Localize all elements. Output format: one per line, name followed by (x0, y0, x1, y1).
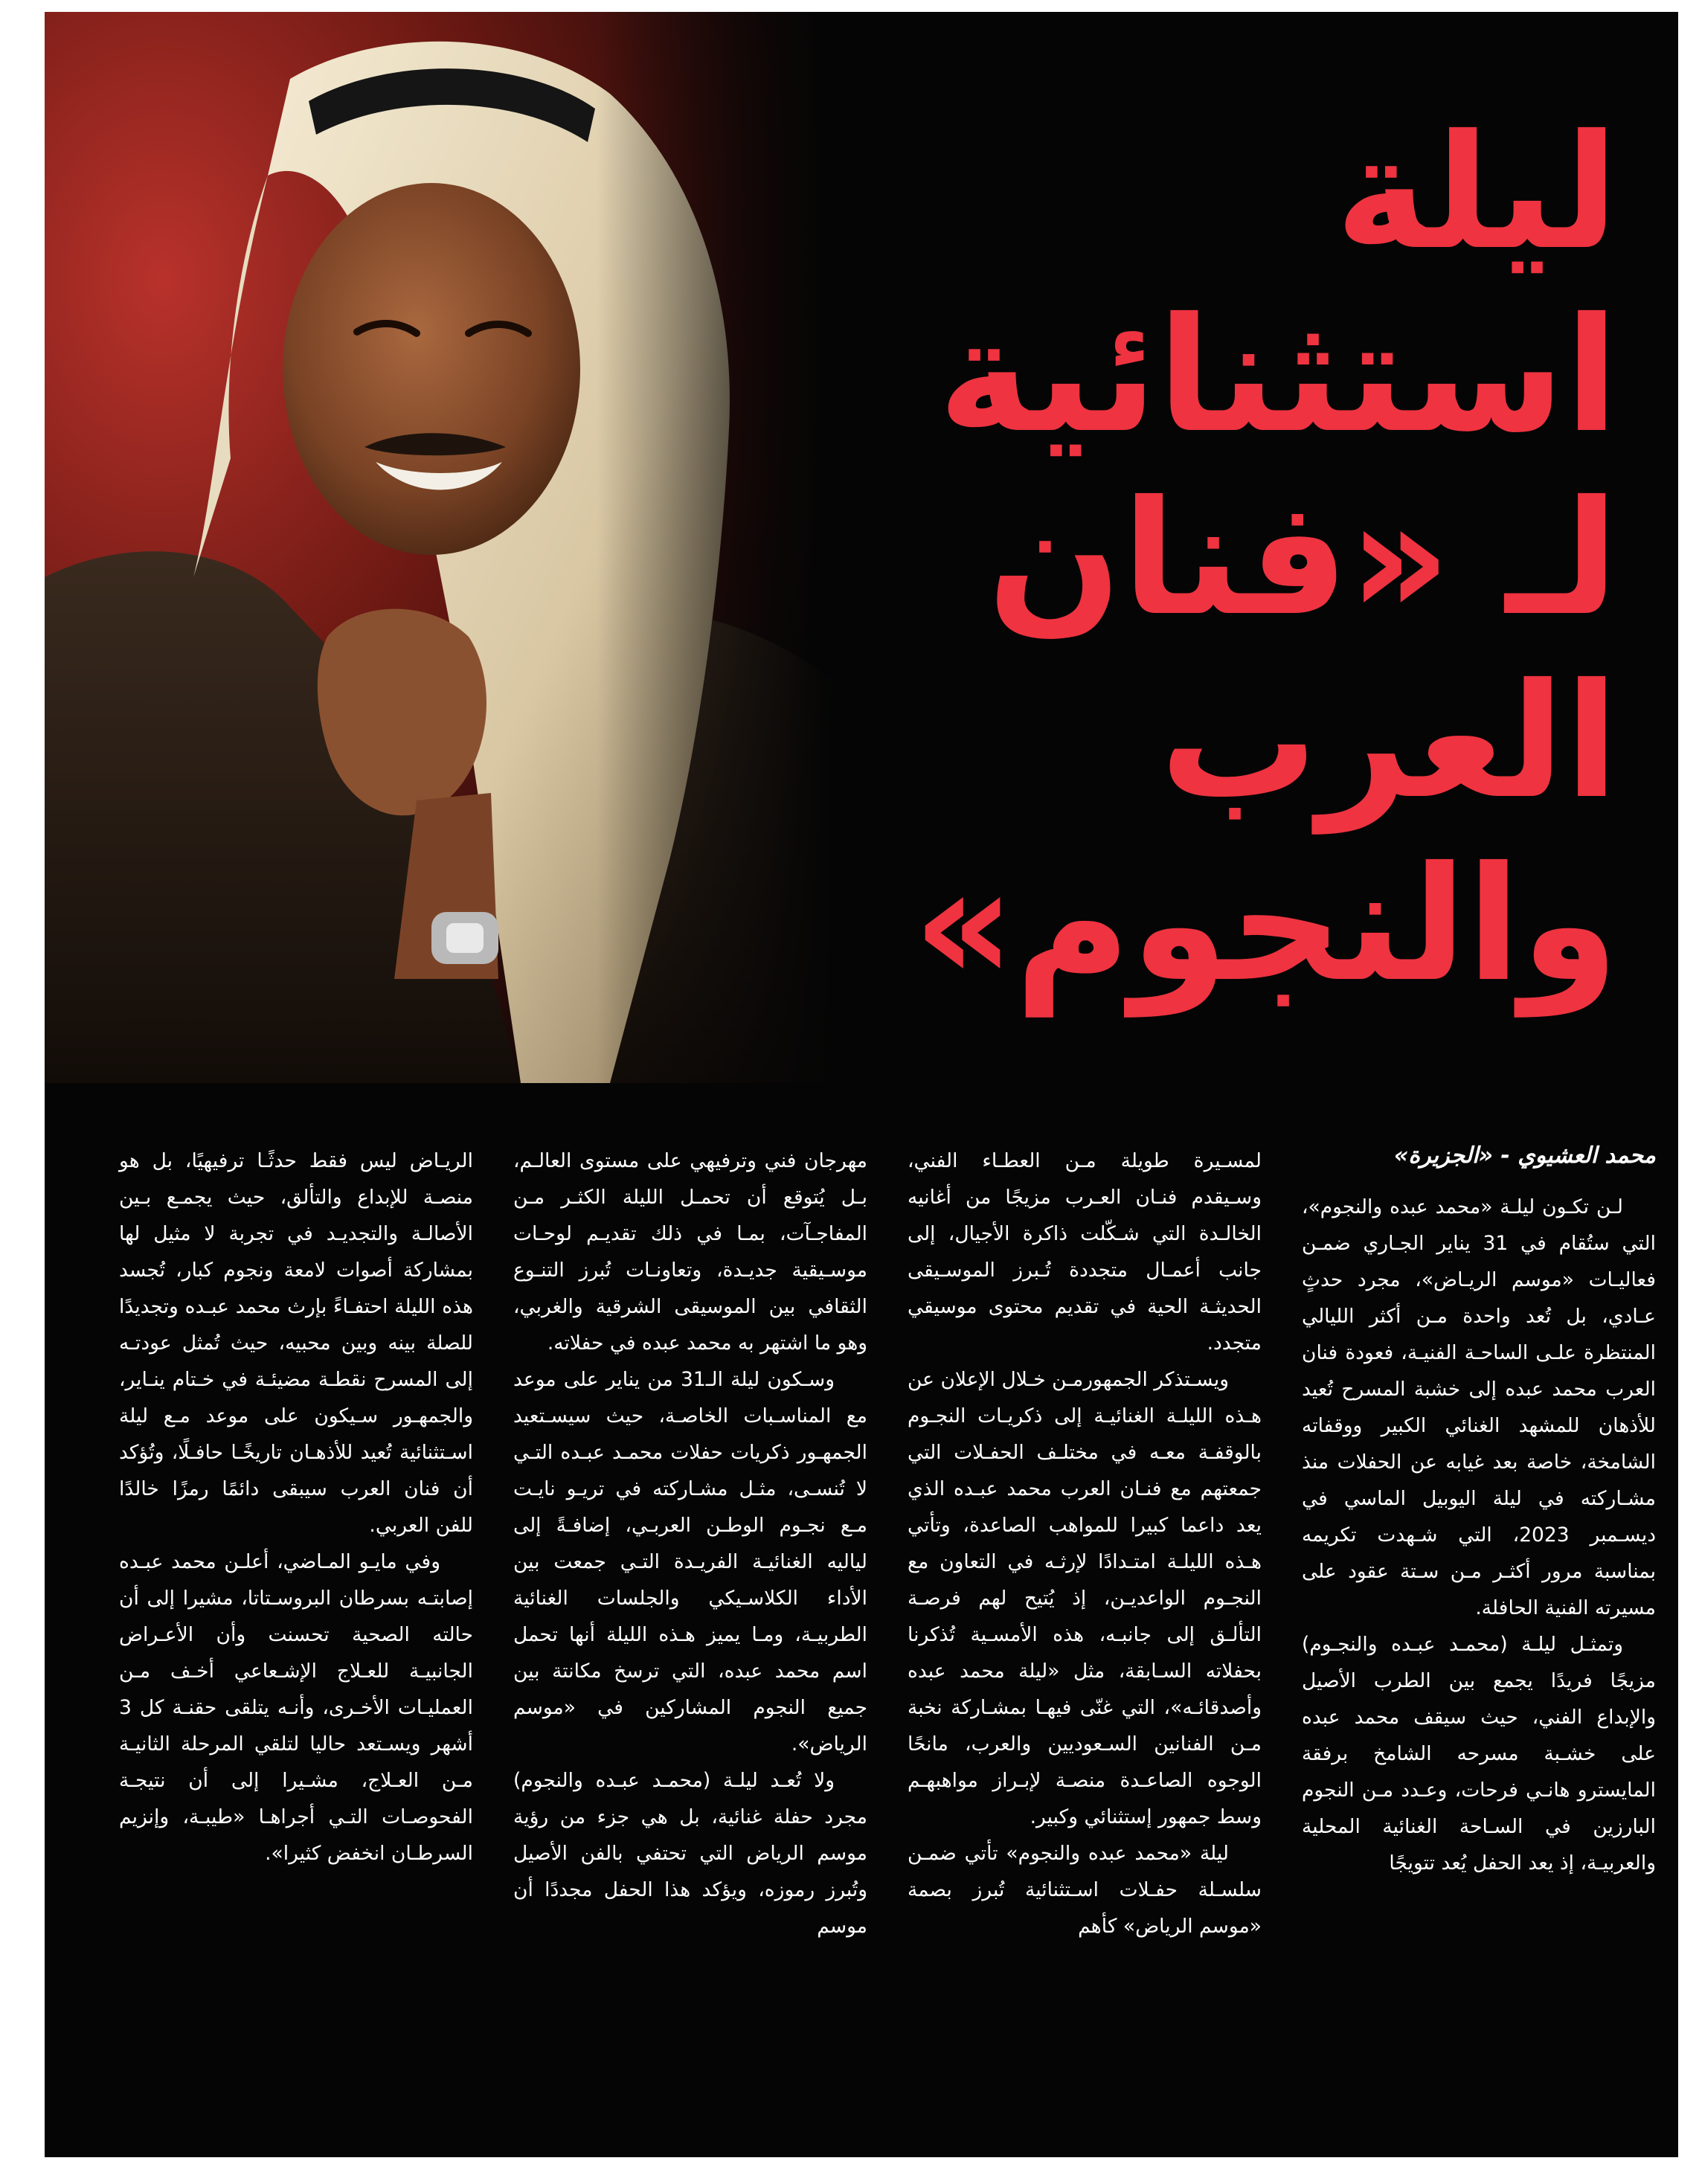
paragraph: ولا تُعـد ليلـة (محمـد عبـده والنجوم) مجرد حفلة غنائية، بل هي جزء من رؤية موسم الرياض التي تحتفي بالفن الأصيل وتُبرز رموزه، ويؤكد هذا الحفل مجددًا أن موسم (513, 1769, 867, 1938)
article-column-3 (513, 1143, 867, 1944)
paragraph: وفي مايـو المـاضي، أعلـن محمد عبـده إصابتـه بسرطان البروسـتاتا، مشيرا إلى أن حالته الصحية تحسنت وأن الأعـراض الجانبيـة للعـلاج الإشـعاعي أخـف مـن العمليـات الأخـرى، وأنـه يتلقى حقنـة كل 3 أشهر ويسـتعد حاليا لتلقي المرحلة الثانيـة مـن العـلاج، مشـيرا إلى أن نتيجـة الفحوصـات التـي أجراهـا «طيبـة، وإنزيم السرطـان انخفض كثيرا». (119, 1550, 473, 1865)
article-column-1 (1302, 1189, 1656, 1881)
article-column-2 (908, 1143, 1262, 1944)
magazine-page (45, 12, 1678, 2157)
headline (875, 101, 1619, 1016)
paragraph: الريـاض ليس فقط حدثًـا ترفيهيًا، بل هو منصـة للإبداع والتألق، حيث يجمـع بـين الأصالـة والتجديـد في تجربة لا مثيل لها بمشاركة أصوات لامعة ونجوم كبار، تُجسد هذه الليلة احتفـاءً بإرث محمد عبـده وتجديدًا للصلة بينه وبين محبيه، حيث تُمثل عودتـه إلى المسرح نقطـة مضيئـة في خـتام ينـاير، والجمهـور سـيكون على موعد مـع ليلة اسـتثنائية تُعيد للأذهـان تاريخًـا حافـلًا، وتُؤكد أن فنان العرب سيبقى دائمًا رمزًا خالدًا للفن العربي. (119, 1149, 473, 1537)
portrait-photo (45, 12, 833, 1083)
byline: محمد العشيوي - «الجزيرة» (1393, 1143, 1656, 1169)
paragraph: مهرجان فني وترفيهي على مستوى العالـم، بـل يُتوقع أن تحمـل الليلة الكثـر مـن المفاجـآت، بمـا في ذلك تقديـم لوحـات موسـيقية جديـدة، وتعاونـات تُبرز التنـوع الثقافي بين الموسيقى الشرقية والغربي، وهو ما اشتهر به محمد عبده في حفلاته. (513, 1149, 867, 1355)
article-body (45, 1128, 1678, 2157)
paragraph: ليلة «محمد عبده والنجوم» تأتي ضمـن سلسـلة حفـلات اسـتثنائية تُبرز بصمة «موسم الرياض» كأهم (908, 1842, 1262, 1938)
paragraph: وتمثـل ليلـة (محمـد عبـده والنجـوم) مزيجًا فريدًا يجمع بين الطرب الأصيل والإبداع الفني، حيث سيقف محمد عبده على خشـبة مسرحه الشامخ برفقة المايسترو هانـي فرحات، وعـدد مـن النجوم البارزين في السـاحة الغنائية المحلية والعربيـة، إذ يعد الحفل يُعد تتويجًا (1302, 1633, 1656, 1875)
headline-line-4: العرب (1160, 649, 1619, 833)
paragraph: لـن تكـون ليلـة «محمد عبده والنجوم»، التي ستُقام في 31 يناير الجـاري ضمـن فعاليـات «موسم الريـاض»، مجرد حدثٍ عـادي، بل تُعد واحدة مـن أكثر الليالي المنتظرة علـى الساحـة الفنيـة، فعودة فنان العرب محمد عبده إلى خشبة المسرح تُعيد للأذهان للمشهد الغنائي الكبير ووقفاته الشامخة، خاصة بعد غيابه عن الحفلات منذ مشـاركته في ليلة اليوبيل الماسي في ديسـمبر 2023، التي شـهدت تكريمه بمناسبة مرور أكثـر مـن سـتة عقود على مسيرته الفنية الحافلة. (1302, 1195, 1657, 1619)
paragraph: لمسـيرة طويلة مـن العطـاء الفني، وسـيقدم فنـان العـرب مزيجًا من أغانيه الخالـدة التي شـكّلت ذاكرة الأجيال، إلى جانب أعمـال متجددة تُـبرز الموسـيقى الحديثـة الحية في تقديم محتوى موسيقي متجدد. (908, 1149, 1262, 1355)
article-column-4 (119, 1143, 473, 1872)
headline-line-2: استثنائية (937, 283, 1619, 467)
headline-line-1: ليلة (1335, 100, 1619, 284)
paragraph: ويسـتذكر الجمهورمـن خـلال الإعلان عن هـذه الليلـة الغنائيـة إلى ذكريـات النجـوم بالوقفـة معـه في مختلـف الحفـلات التي جمعتهم مع فنـان العرب محمد عبـده الذي يعد داعما كبيرا للمواهب الصاعدة، وتأتي هـذه الليلـة امتـدادًا لإرثـه في التعاون مع النجـوم الواعديـن، إذ يُتيح لهم فرصـة التألـق إلى جانبـه، هذه الأمسـية تُذكرنا بحفلاته السـابقة، مثل «ليلة محمد عبده وأصدقائـه»، التي غنّى فيهـا بمشـاركة نخبة مـن الفنانين السـعوديين والعرب، مانحًا الوجوه الصاعـدة منصـة لإبـراز مواهبهـم وسط جمهور إستثنائي وكبير. (908, 1368, 1262, 1828)
headline-line-3: لـ «فنان (987, 466, 1619, 650)
paragraph: وسـكون ليلة الـ31 من يناير على موعد مع المناسـبات الخاصـة، حيث سيسـتعيد الجمهـور ذكريات حفلات محمـد عبـده التـي لا تُنسـى، مثـل مشـاركته في تريـو نايـت مـع نجـوم الوطـن العربـي، إضافـةً إلى لياليه الغنائيـة الفريـدة التـي جمعت بين الأداء الكلاسـيكي والجلسات الغنائية الطربيـة، ومـا يميز هـذه الليلة أنها تحمل اسم محمد عبده، التي ترسخ مكانتة بين جميع النجوم المشاركين في «موسم الرياض». (513, 1368, 867, 1756)
headline-line-5: والنجوم» (913, 832, 1619, 1016)
portrait-illustration (45, 12, 833, 1083)
